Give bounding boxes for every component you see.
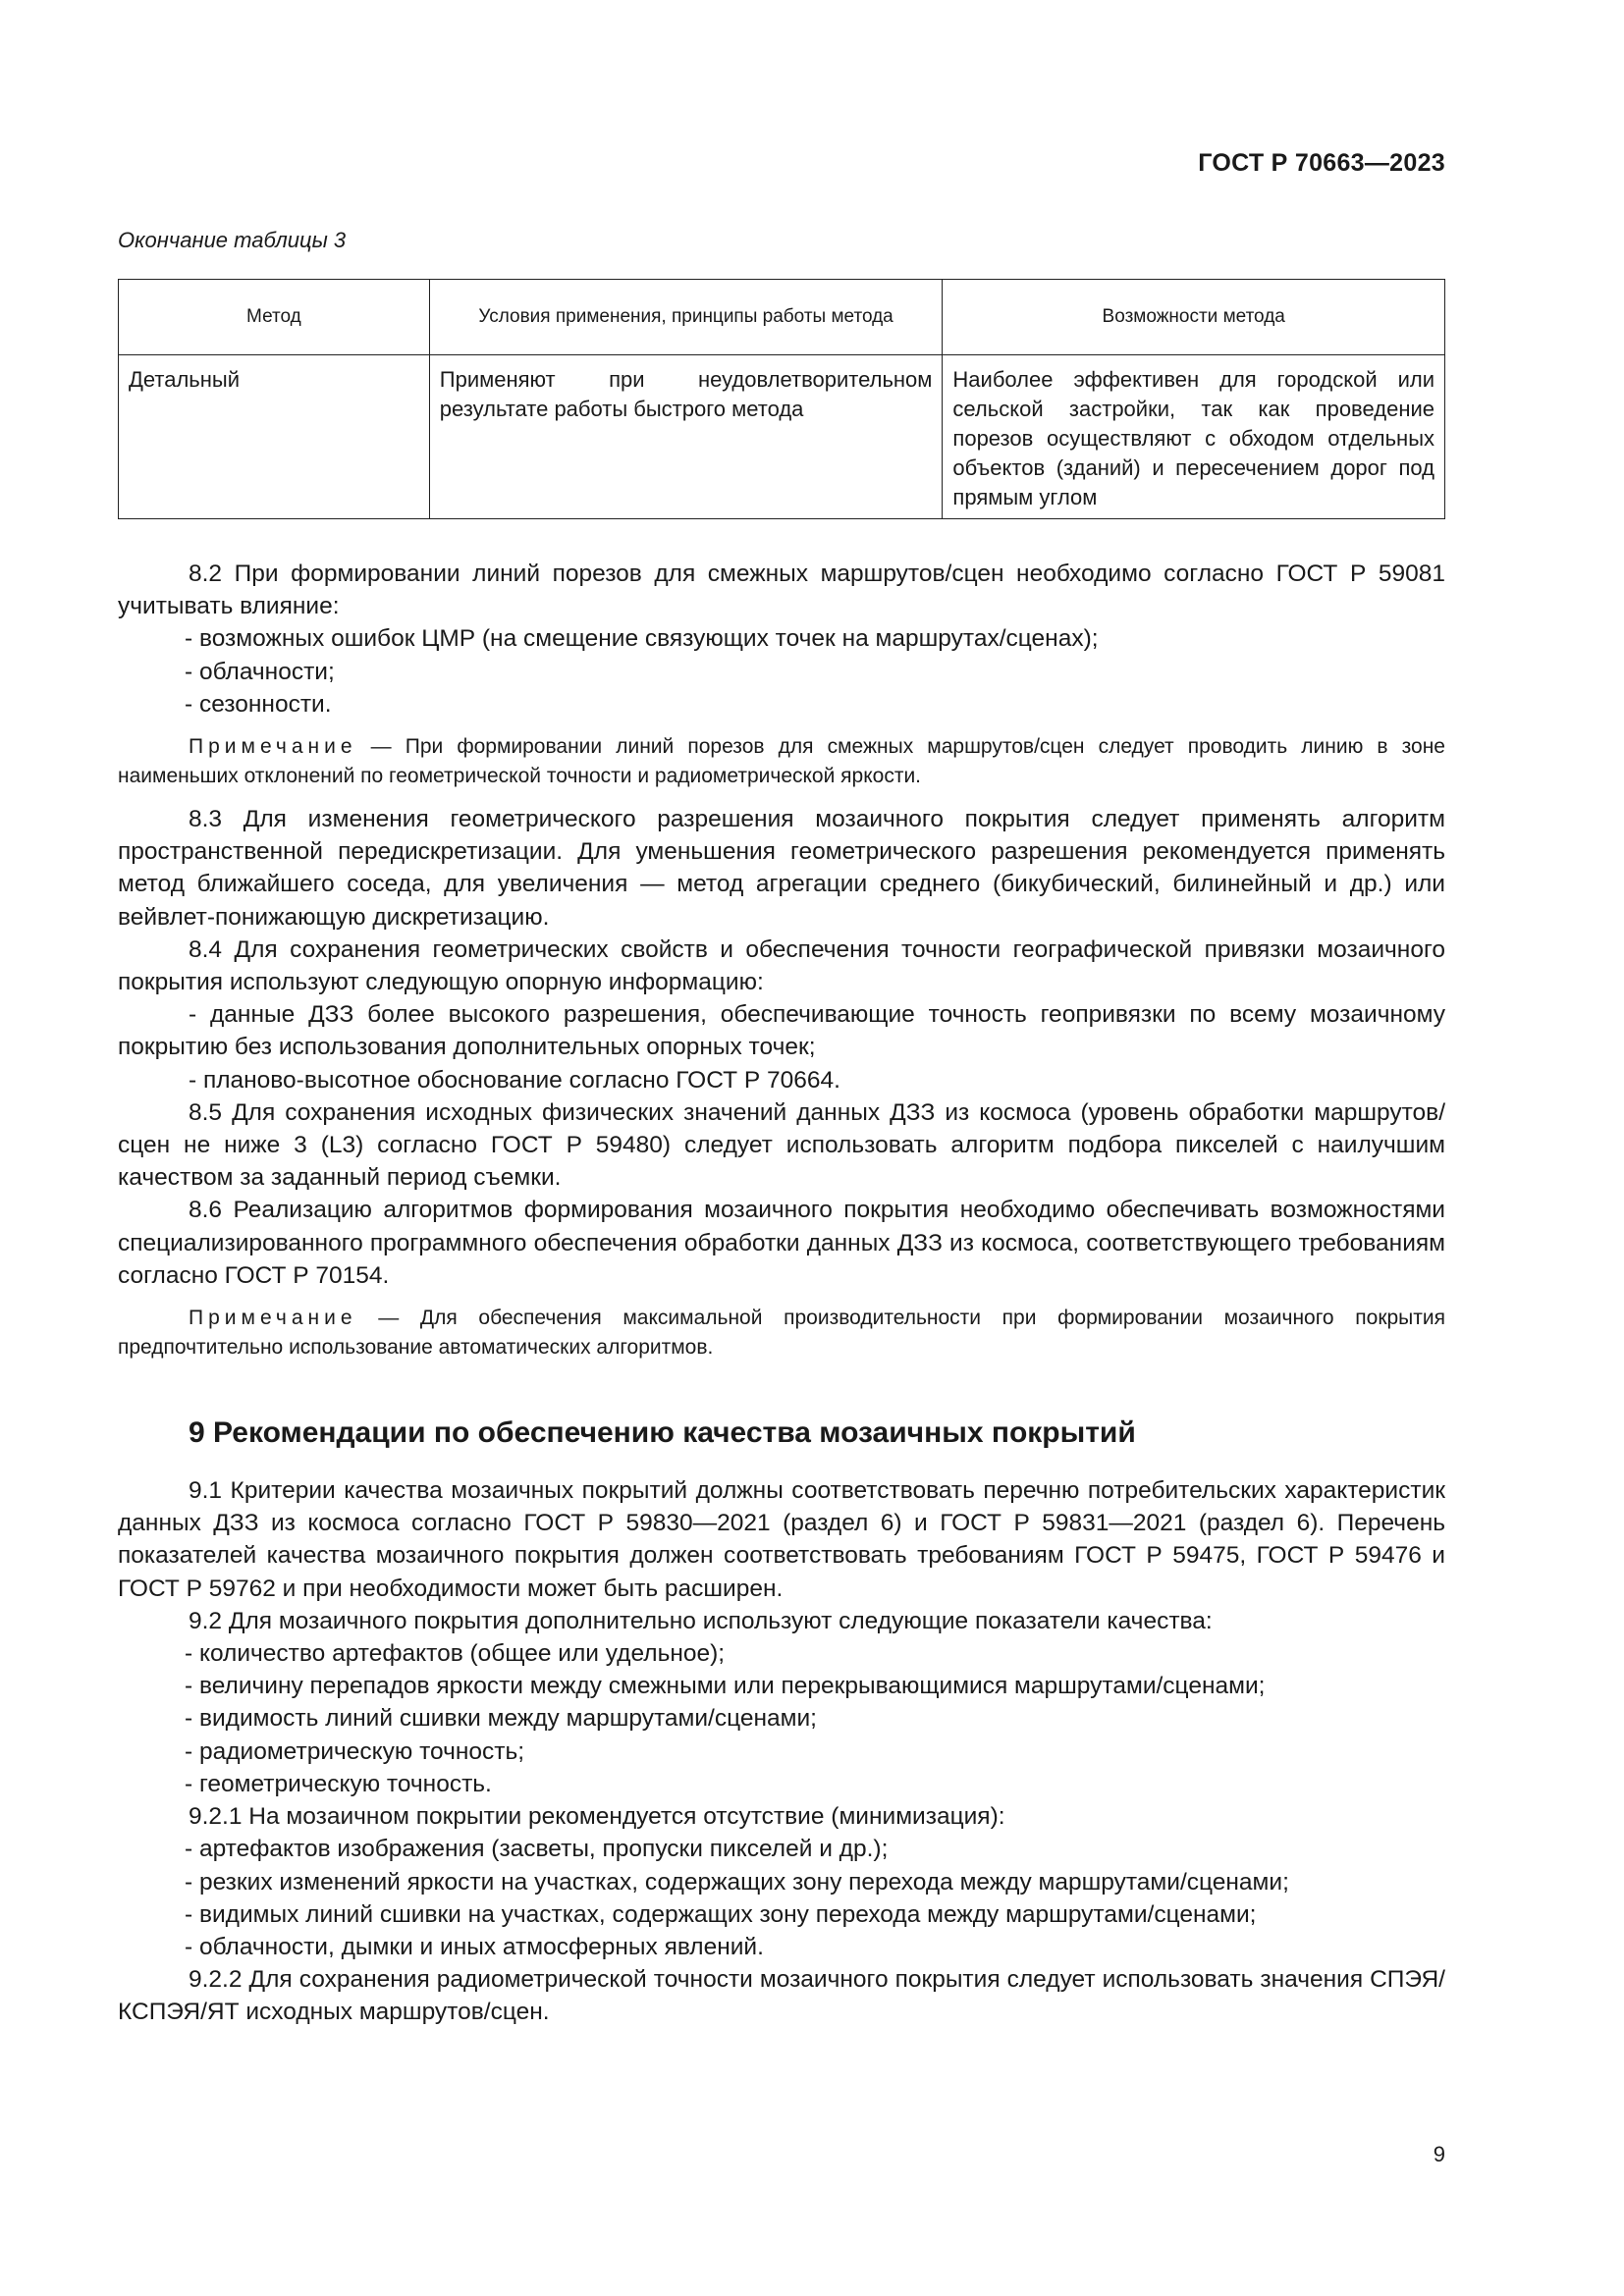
paragraph-8-2: 8.2 При формировании линий порезов для смежных маршрутов/сцен необходимо согласно ГОСТ Р 59081 учитывать влияние: bbox=[118, 561, 1445, 620]
paragraph-9-2: 9.2 Для мозаичного покрытия дополнительно используют следующие показатели качества: bbox=[189, 1607, 1213, 1634]
body-text bbox=[118, 558, 1445, 2029]
table-cell-conditions: Применяют при неудовлетворительном результате работы быстрого метода bbox=[429, 355, 943, 519]
list-item: - артефактов изображения (засветы, пропуски пикселей и др.); bbox=[185, 1836, 889, 1863]
note-label: Примечание bbox=[189, 735, 357, 759]
list-item: - геометрическую точность. bbox=[185, 1770, 492, 1797]
note-2 bbox=[118, 1304, 1445, 1362]
list-item: - количество артефактов (общее или удельное); bbox=[185, 1640, 726, 1668]
list-item: - данные ДЗЗ более высокого разрешения, обеспечивающие точность геопривязки по всему мозаичному покрытию без использования дополнительных опорных точек; bbox=[118, 1001, 1445, 1061]
paragraph-8-3: 8.3 Для изменения геометрического разрешения мозаичного покрытия следует применять алгоритм пространственной передискретизации. Для уменьшения геометрического разрешения рекомендуется применять метод ближайшего соседа, для увеличения — метод агрегации среднего (бикубический, билинейный и др.) или вейвлет-понижающую дискретизацию. bbox=[118, 806, 1445, 931]
section-9-title: 9 Рекомендации по обеспечению качества мозаичных покрытий bbox=[189, 1416, 1136, 1450]
paragraph-8-4: 8.4 Для сохранения геометрических свойств и обеспечения точности географической привязки мозаичного покрытия используют следующую опорную информацию: bbox=[118, 935, 1445, 996]
note-1 bbox=[118, 732, 1445, 791]
paragraph-8-6: 8.6 Реализацию алгоритмов формирования мозаичного покрытия необходимо обеспечивать возможностями специализированного программного обеспечения обработки данных ДЗЗ из космоса, соответствующего требованиям согласно ГОСТ Р 70154. bbox=[118, 1197, 1445, 1289]
table-header-method: Метод bbox=[119, 280, 430, 355]
table-header-conditions: Условия применения, принципы работы метода bbox=[429, 280, 943, 355]
table-header-row bbox=[119, 280, 1445, 355]
list-item: - резких изменений яркости на участках, содержащих зону перехода между маршрутами/сценами; bbox=[185, 1868, 1289, 1896]
standard-designation: ГОСТ Р 70663—2023 bbox=[1198, 149, 1445, 177]
list-item: - видимых линий сшивки на участках, содержащих зону перехода между маршрутами/сценами; bbox=[185, 1900, 1257, 1928]
list-item: - сезонности. bbox=[185, 690, 332, 718]
paragraph-8-5: 8.5 Для сохранения исходных физических значений данных ДЗЗ из космоса (уровень обработки маршрутов/сцен не ниже 3 (L3) согласно ГОСТ Р 59480) следует использовать алгоритм подбора пикселей с наилучшим качеством за заданный период съемки. bbox=[118, 1098, 1445, 1192]
table-header-capabilities: Возможности метода bbox=[943, 280, 1445, 355]
list-item: - планово-высотное обоснование согласно ГОСТ Р 70664. bbox=[189, 1066, 840, 1094]
list-item: - величину перепадов яркости между смежными или перекрывающимися маршрутами/сценами; bbox=[185, 1673, 1266, 1700]
methods-table bbox=[118, 279, 1445, 519]
note-text: — При формировании линий порезов для смежных маршрутов/сцен следует проводить линию в зоне наименьших отклонений по геометрической точности и радиометрической яркости. bbox=[118, 735, 1445, 788]
list-item: - облачности; bbox=[185, 658, 335, 685]
table-cell-method: Детальный bbox=[119, 355, 430, 519]
paragraph-9-1: 9.1 Критерии качества мозаичных покрытий должны соответствовать перечню потребительских характеристик данных ДЗЗ из космоса согласно ГОСТ Р 59830—2021 (раздел 6) и ГОСТ Р 59831—2021 (раздел 6). Перечень показателей качества мозаичного покрытия должен соответствовать требованиям ГОСТ Р 59475, ГОСТ Р 59476 и ГОСТ Р 59762 и при необходимости может быть расширен. bbox=[118, 1477, 1445, 1602]
table-row bbox=[119, 355, 1445, 519]
paragraph-9-2-1: 9.2.1 На мозаичном покрытии рекомендуется отсутствие (минимизация): bbox=[189, 1803, 1005, 1831]
note-label: Примечание bbox=[189, 1307, 357, 1330]
table-caption: Окончание таблицы 3 bbox=[118, 228, 347, 252]
list-item: - облачности, дымки и иных атмосферных явлений. bbox=[185, 1933, 764, 1960]
list-item: - возможных ошибок ЦМР (на смещение связующих точек на маршрутах/сценах); bbox=[185, 625, 1099, 653]
list-item: - видимость линий сшивки между маршрутами/сценами; bbox=[185, 1705, 817, 1733]
note-text: — Для обеспечения максимальной производительности при формировании мозаичного покрытия предпочтительно использование автоматических алгоритмов. bbox=[118, 1307, 1445, 1360]
list-item: - радиометрическую точность; bbox=[185, 1737, 525, 1765]
table-cell-capabilities: Наиболее эффективен для городской или сельской застройки, так как проведение порезов осуществляют с обходом отдельных объектов (зданий) и пересечением дорог под прямым углом bbox=[943, 355, 1445, 519]
paragraph-9-2-2: 9.2.2 Для сохранения радиометрической точности мозаичного покрытия следует использовать значения СПЭЯ/КСПЭЯ/ЯТ исходных маршрутов/сцен. bbox=[118, 1966, 1445, 2026]
page-number: 9 bbox=[1433, 2142, 1445, 2166]
